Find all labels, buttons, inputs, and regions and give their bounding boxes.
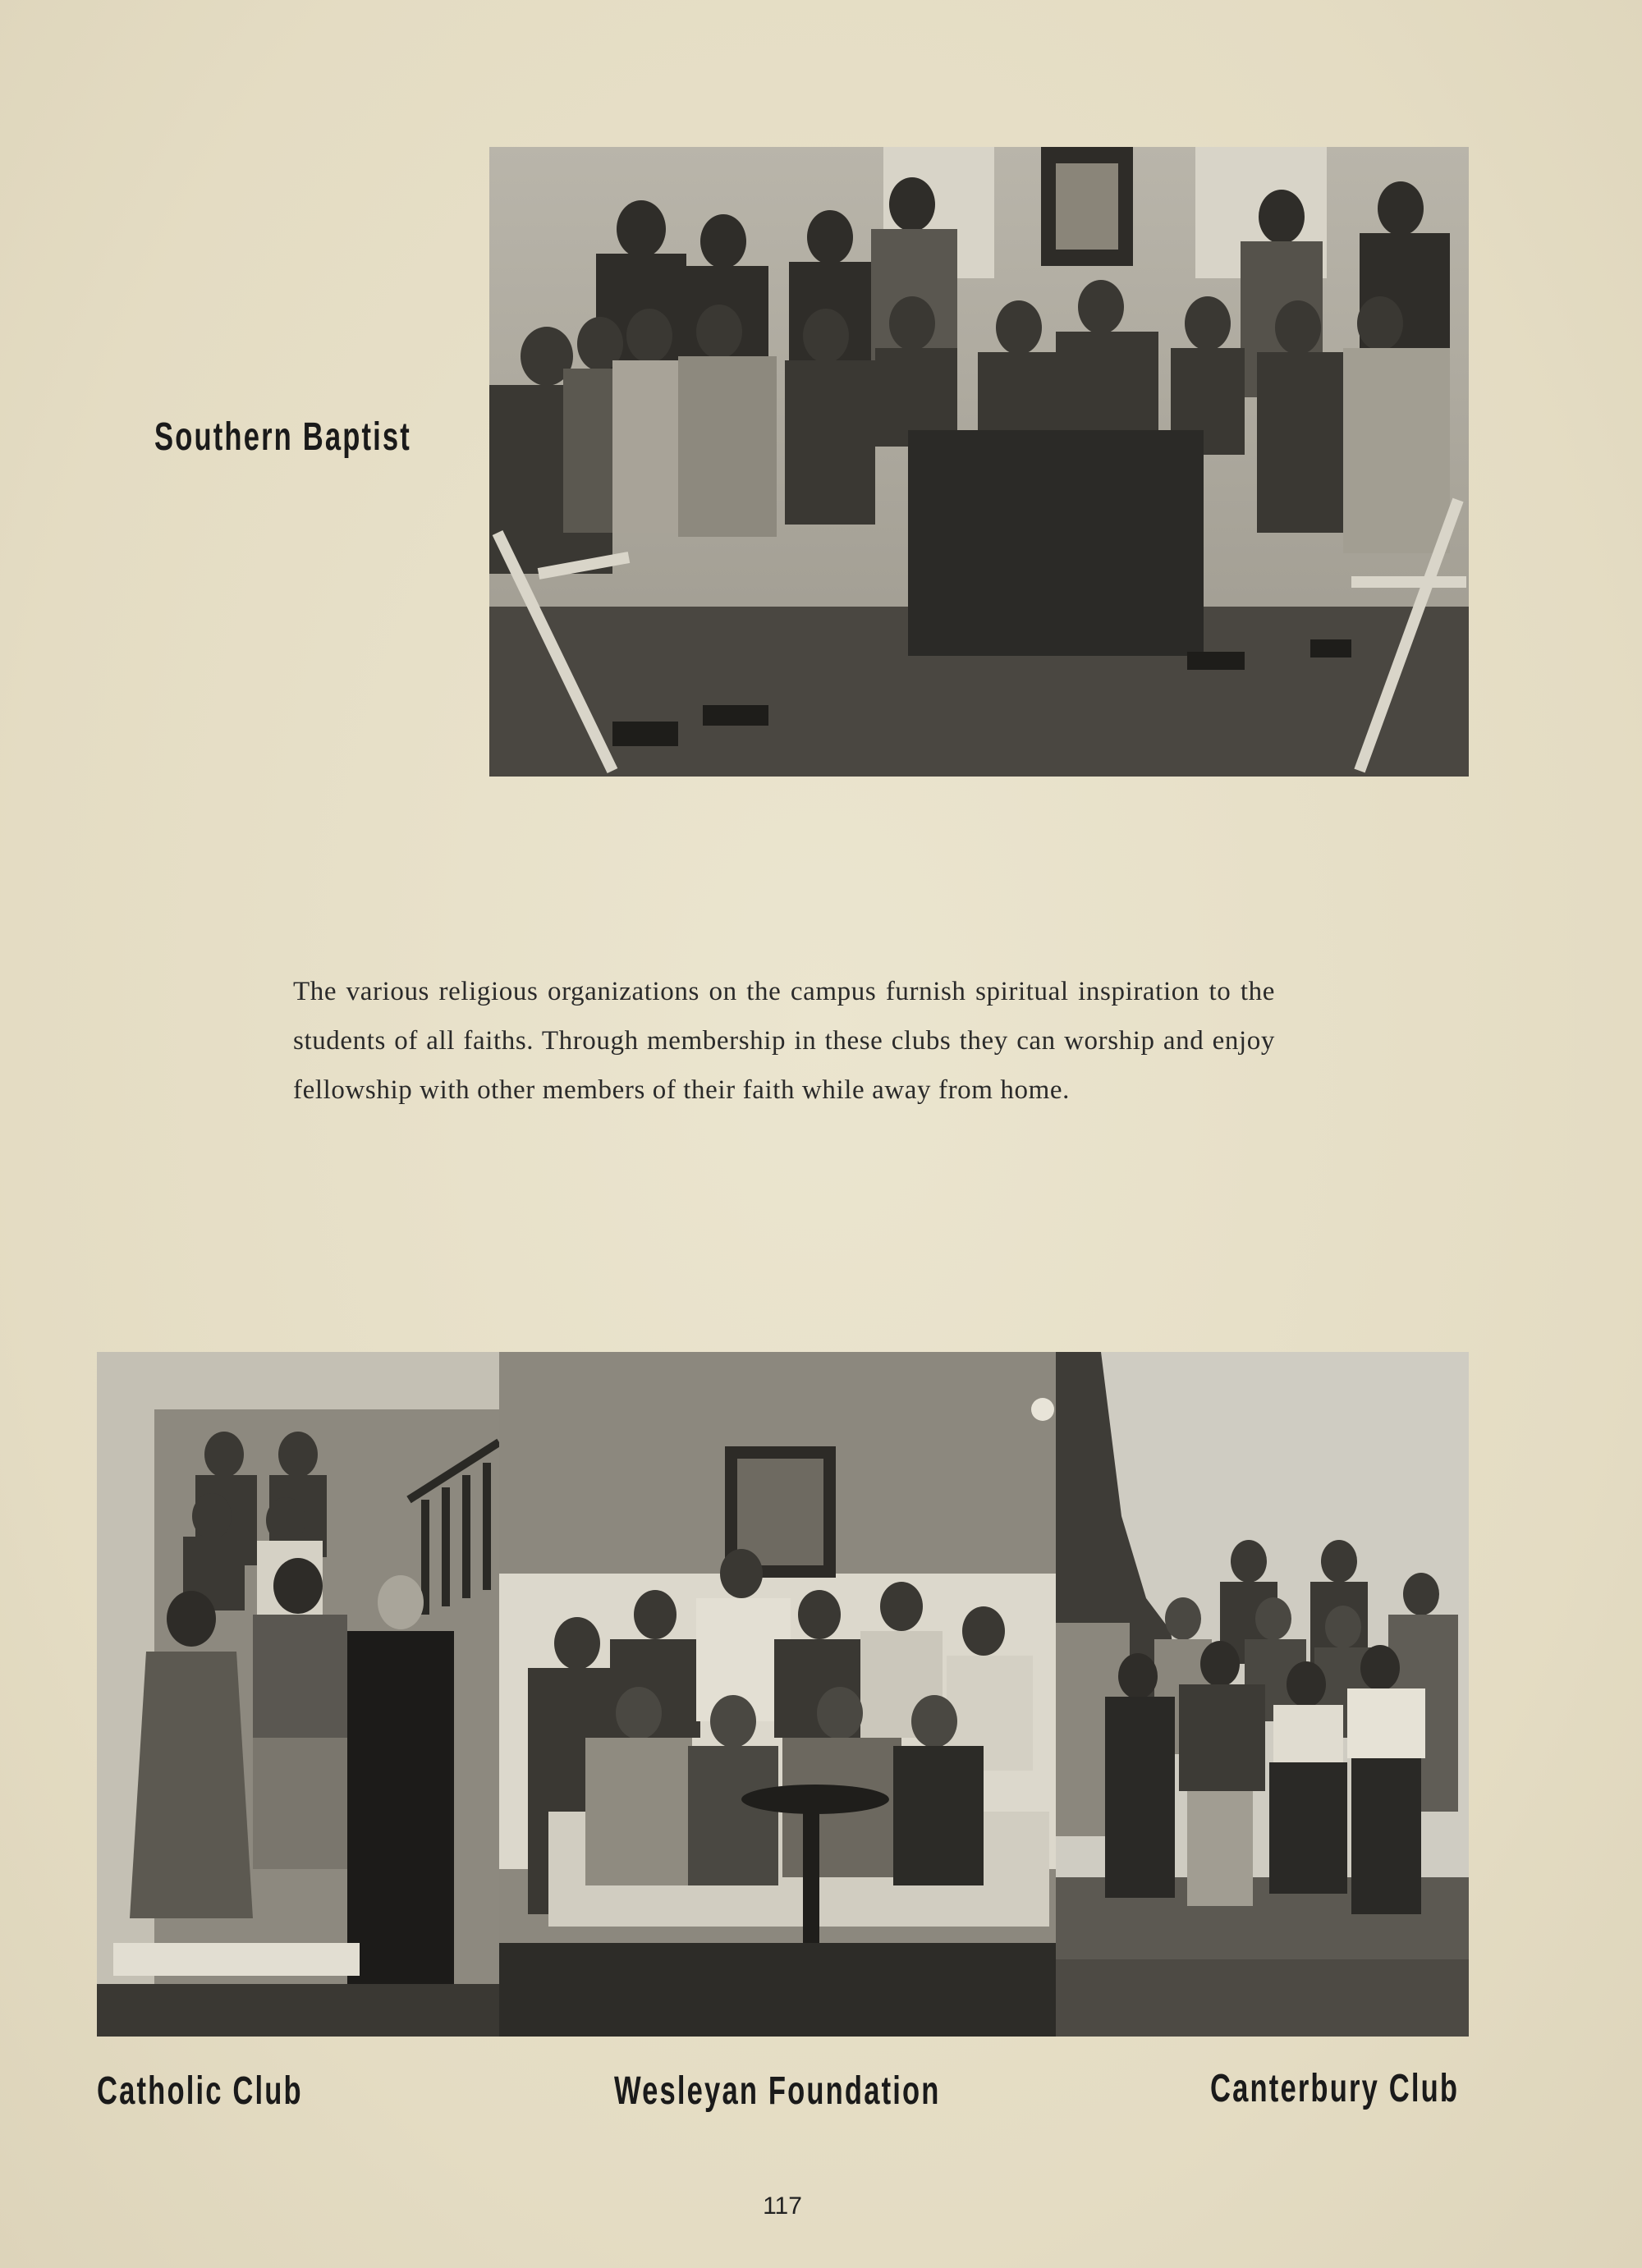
- page-number: 117: [763, 2192, 802, 2220]
- southern-baptist-photo: [489, 147, 1469, 777]
- canterbury-club-photo: [1056, 1352, 1469, 2037]
- intro-paragraph: The various religious organizations on the campus furnish spiritual inspiration to the students of all faiths. Through membership in these clubs they can worship and enjoy fellowship with other members of their faith while away from home.: [293, 977, 1275, 1105]
- canterbury-club-caption: Canterbury Club: [1210, 2067, 1460, 2110]
- catholic-club-photo: [97, 1352, 499, 2037]
- wesleyan-foundation-photo: [499, 1352, 1056, 2037]
- wesleyan-foundation-caption: Wesleyan Foundation: [614, 2069, 941, 2113]
- catholic-club-caption: Catholic Club: [97, 2069, 303, 2113]
- southern-baptist-caption: Southern Baptist: [154, 415, 411, 459]
